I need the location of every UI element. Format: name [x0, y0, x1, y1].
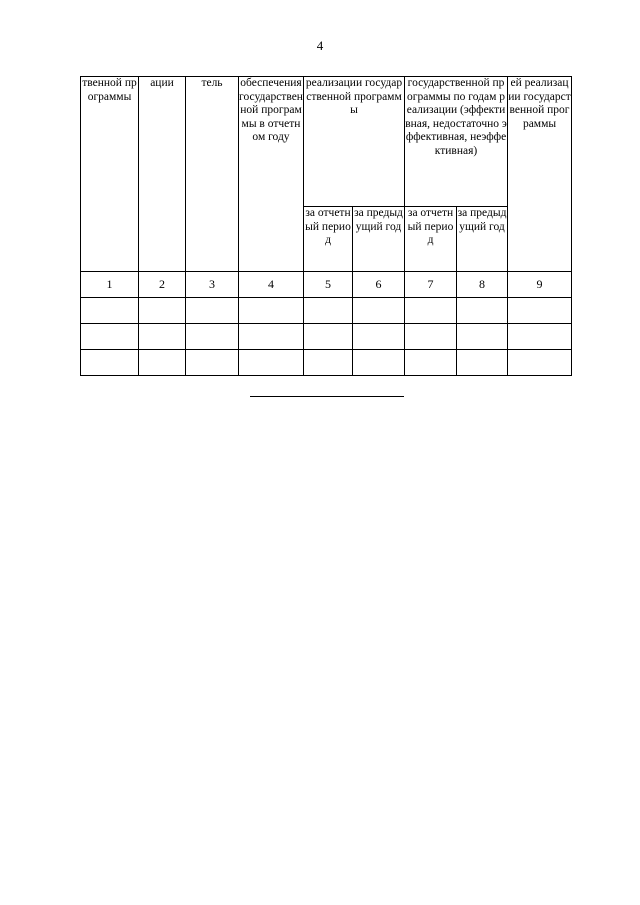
column-number: 7	[405, 272, 457, 298]
table-cell	[186, 324, 239, 350]
table-cell	[353, 324, 405, 350]
column-number: 4	[239, 272, 304, 298]
header-action: ации	[139, 77, 186, 272]
header-realization: ей реализации государственной программы	[508, 77, 572, 272]
subheader-current-period: за отчетный период	[304, 207, 353, 272]
table-cell	[139, 324, 186, 350]
column-number: 1	[81, 272, 139, 298]
table-cell	[139, 298, 186, 324]
column-number: 9	[508, 272, 572, 298]
footer-rule	[250, 396, 404, 397]
table-cell	[353, 350, 405, 376]
header-row	[81, 77, 572, 207]
table-cell	[353, 298, 405, 324]
table-cell	[81, 350, 139, 376]
table-cell	[508, 324, 572, 350]
header-indicator: тель	[186, 77, 239, 272]
table-row	[81, 298, 572, 324]
subheader-previous-year: за предыдущий год	[353, 207, 405, 272]
table-row	[81, 350, 572, 376]
table-cell	[304, 324, 353, 350]
table-cell	[186, 350, 239, 376]
table-cell	[508, 298, 572, 324]
table-cell	[304, 350, 353, 376]
table-row	[81, 324, 572, 350]
table-cell	[405, 298, 457, 324]
table-cell	[81, 298, 139, 324]
report-table	[80, 76, 572, 376]
table-cell	[239, 298, 304, 324]
page-number: 4	[316, 38, 324, 53]
column-number-row	[81, 272, 572, 298]
table-cell	[457, 350, 508, 376]
column-number: 3	[186, 272, 239, 298]
table-cell	[239, 324, 304, 350]
table-cell	[186, 298, 239, 324]
table-cell	[457, 298, 508, 324]
header-efficiency: государственной программы по годам реализации (эффективная, недостаточно эффективная, неэффективная)	[405, 77, 508, 207]
table-cell	[139, 350, 186, 376]
table-cell	[457, 324, 508, 350]
table-cell	[304, 298, 353, 324]
table-cell	[81, 324, 139, 350]
table-cell	[239, 350, 304, 376]
subheader-previous-year: за предыдущий год	[457, 207, 508, 272]
column-number: 5	[304, 272, 353, 298]
header-program: твенной программы	[81, 77, 139, 272]
table-cell	[405, 350, 457, 376]
header-support: обеспечения государственной программы в отчетном году	[239, 77, 304, 272]
table-cell	[508, 350, 572, 376]
subheader-current-period: за отчетный период	[405, 207, 457, 272]
column-number: 8	[457, 272, 508, 298]
table-cell	[405, 324, 457, 350]
column-number: 6	[353, 272, 405, 298]
header-implementation: реализации государственной программы	[304, 77, 405, 207]
column-number: 2	[139, 272, 186, 298]
